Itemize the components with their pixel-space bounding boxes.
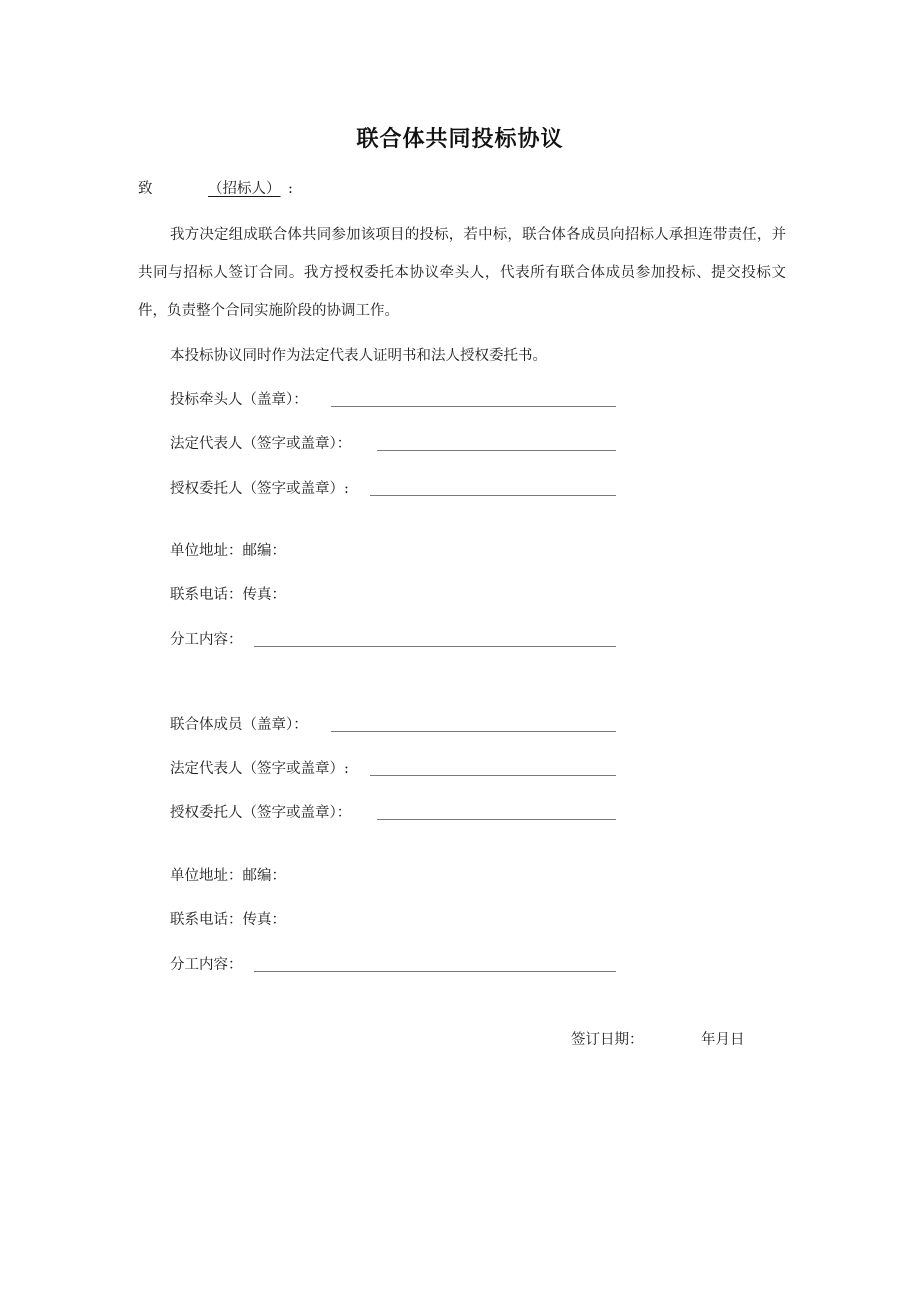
lead-seal-label: 投标牵头人（盖章）： xyxy=(170,392,308,408)
lead-authorized-signature-line[interactable] xyxy=(370,495,616,496)
lead-division-label: 分工内容： xyxy=(170,632,243,648)
agreement-paragraph: 我方决定组成联合体共同参加该项目的投标，若中标，联合体各成员向招标人承担连带责任，并共同与招标人签订合同。我方授权委托本协议牵头人，代表所有联合体成员参加投标、提交投标文件，负责整个合同实施阶段的协调工作。 xyxy=(138,227,786,319)
document-title: 联合体共同投标协议 xyxy=(356,127,564,152)
member-authorized-label: 授权委托人（签字或盖章）： xyxy=(170,805,352,821)
member-phone-label: 联系电话：传真： xyxy=(170,912,286,928)
lead-phone-label: 联系电话：传真： xyxy=(170,587,286,603)
salutation-recipient: （招标人） xyxy=(208,181,281,197)
lead-seal-signature-line[interactable] xyxy=(331,406,616,407)
signing-date-value: 年月日 xyxy=(701,1032,745,1048)
member-legal-rep-label: 法定代表人（签字或盖章）: xyxy=(170,761,349,777)
member-legal-rep-signature-line[interactable] xyxy=(370,775,616,776)
lead-address-label: 单位地址：邮编： xyxy=(170,543,286,559)
certificate-paragraph: 本投标协议同时作为法定代表人证明书和法人授权委托书。 xyxy=(170,348,547,364)
lead-legal-rep-label: 法定代表人（签字或盖章）： xyxy=(170,436,352,452)
member-division-label: 分工内容： xyxy=(170,957,243,973)
member-seal-signature-line[interactable] xyxy=(331,731,616,732)
signing-date-label: 签订日期： xyxy=(571,1032,644,1048)
lead-division-line[interactable] xyxy=(254,646,616,647)
lead-authorized-label: 授权委托人（签字或盖章）: xyxy=(170,481,349,497)
salutation-colon: : xyxy=(288,181,293,197)
salutation-to: 致 xyxy=(138,181,153,197)
member-address-label: 单位地址：邮编： xyxy=(170,868,286,884)
lead-legal-rep-signature-line[interactable] xyxy=(377,450,616,451)
member-division-line[interactable] xyxy=(254,971,616,972)
member-seal-label: 联合体成员（盖章）： xyxy=(170,717,308,733)
member-authorized-signature-line[interactable] xyxy=(377,819,616,820)
